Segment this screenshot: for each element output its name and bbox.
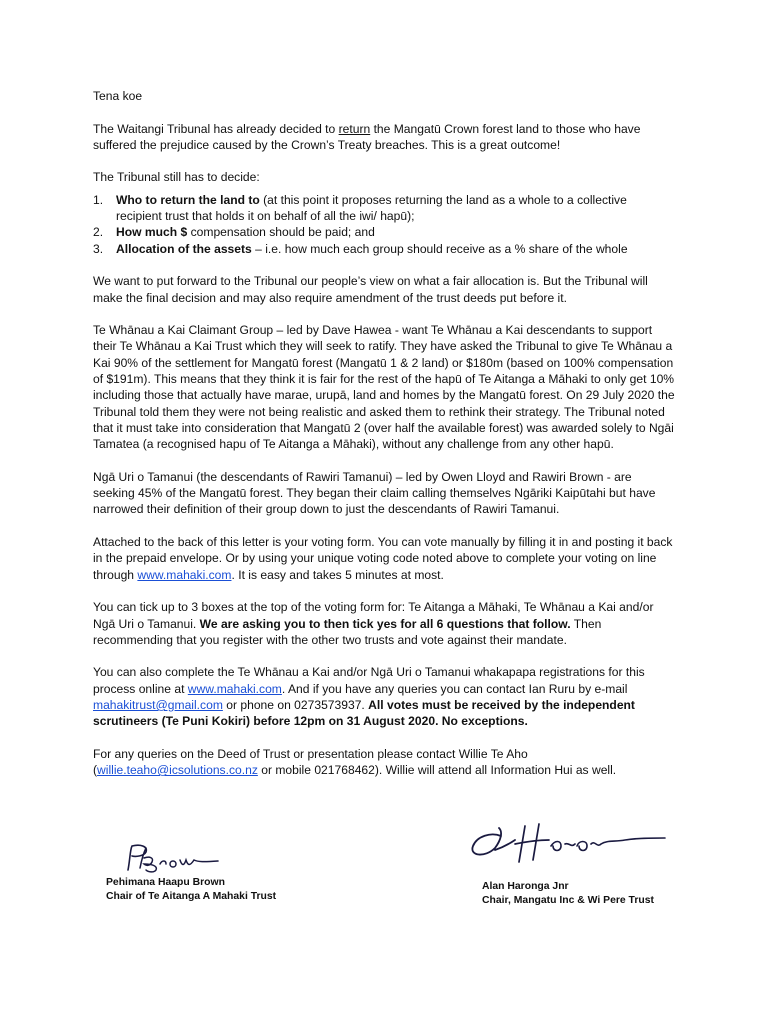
text: . It is easy and takes 5 minutes at most. — [231, 567, 444, 582]
signatory-left — [106, 876, 276, 904]
list-text: (at this point it proposes returning the land as a whole to a collective recipient trust that holds it on behalf of all the iwi/ hapū); — [116, 192, 627, 224]
paragraph-nga-uri: Ngā Uri o Tamanui (the descendants of Rawiri Tamanui) – led by Owen Lloyd and Rawiri Brown - are seeking 45% of the Mangatū forest. They began their claim calling themselves Ngāriki Kaipūtahi but have narrowed their definition of their group down to just the descendants of Rawiri Tamanui. — [93, 469, 656, 517]
paragraph-registrations — [93, 664, 675, 729]
signature-right-icon — [465, 818, 675, 870]
mahaki-link[interactable]: www.mahaki.com — [137, 567, 232, 582]
signatory-right — [482, 880, 654, 908]
text: You can tick up to 3 boxes at the top of the voting form for: Te Aitanga a Māhaki, Te Whānau a Kai and/or Ngā Uri o Tamanui. — [93, 600, 654, 631]
email-link[interactable]: willie.teaho@icsolutions.co.nz — [97, 763, 258, 778]
paragraph-fair-allocation: We want to put forward to the Tribunal our people’s view on what a fair allocation is. But the Tribunal will make the final decision and may also require amendment of the trust deeds put before it. — [93, 274, 648, 305]
text: the Mangatū Crown forest land to those who have suffered the prejudice caused by the Crown’s Treaty breaches. This is a great outcome! — [93, 121, 641, 152]
text: or mobile 021768462). Willie will attend all Information Hui as well. — [257, 763, 617, 778]
underlined-return: return — [338, 121, 371, 136]
list-bold: How much $ — [116, 225, 188, 240]
list-number: 2. — [93, 225, 104, 240]
text: Attached to the back of this letter is your voting form. You can vote manually by filling it in and posting it back in the prepaid envelope. Or by using your unique voting code noted above to complete your voting on line through — [93, 535, 673, 582]
bold-text: We are asking you to then tick yes for all 6 questions that follow. — [199, 616, 571, 631]
signatory-right-name: Alan Haronga Jnr — [482, 881, 569, 892]
paragraph-tick-boxes — [93, 599, 675, 648]
list-text: – i.e. how much each group should receive as a % share of the whole — [251, 241, 628, 256]
bold-deadline: All votes must be received by the independent scrutineers (Te Puni Kokiri) before 12pm on 31 August 2020. No exceptions. — [93, 697, 635, 729]
list-bold: Who to return the land to — [116, 192, 260, 207]
email-link[interactable]: mahakitrust@gmail.com — [93, 697, 223, 712]
signatory-left-title: Chair of Te Aitanga A Mahaki Trust — [106, 891, 277, 902]
mahaki-link[interactable]: www.mahaki.com — [187, 681, 282, 696]
paragraph-still-to-decide: The Tribunal still has to decide: — [93, 170, 260, 185]
signature-left-icon — [118, 840, 238, 880]
text: You can also complete the Te Whānau a Kai and/or Ngā Uri o Tamanui whakapapa registrations for this process online at — [93, 665, 645, 696]
signatory-right-title: Chair, Mangatu Inc & Wi Pere Trust — [482, 895, 654, 906]
paragraph-tribunal-decision — [93, 121, 675, 154]
greeting: Tena koe — [93, 89, 143, 103]
letter-body — [93, 88, 675, 795]
list-number: 1. — [93, 192, 104, 207]
text: Then recommending that you register with the other two trusts and vote against their mandate. — [93, 616, 602, 647]
list-item — [93, 241, 675, 257]
paragraph-whanau-a-kai: Te Whānau a Kai Claimant Group – led by Dave Hawea - want Te Whānau a Kai descendants to support their Te Whānau a Kai Trust which they will seek to ratify. They have asked the Tribunal to give Te Whānau a Kai 90% of the settlement for Mangatū forest (Mangatū 1 & 2 land) or $180m (based on 100% compensation of $191m). This means that they think it is fair for the rest of the hapū of Te Aitanga a Māhaki to only get 10% including those that actually have marae, urupā, land and homes by the Mangatū forest. On 29 July 2020 the Tribunal told them they were not being realistic and asked them to rethink their strategy. The Tribunal noted that it must take into consideration that Mangatū 2 (over half the available forest) was awarded solely to Ngāi Tamatea (a recognised hapu of Te Aitanga a Māhaki), without any challenge from any other hapū. — [93, 323, 675, 452]
paragraph-deed-queries — [93, 746, 675, 779]
text: or phone on 0273573937. — [222, 697, 369, 712]
text: The Waitangi Tribunal has already decided to — [93, 121, 339, 136]
text: . And if you have any queries you can contact Ian Ruru by e-mail — [281, 681, 628, 696]
list-item — [93, 224, 675, 240]
text: For any queries on the Deed of Trust or presentation please contact Willie Te Aho ( — [93, 746, 528, 778]
list-number: 3. — [93, 241, 104, 256]
paragraph-voting-form — [93, 534, 675, 583]
list-text: compensation should be paid; and — [187, 225, 375, 240]
list-item — [93, 192, 675, 225]
signatory-left-name: Pehimana Haapu Brown — [106, 877, 225, 888]
list-bold: Allocation of the assets — [116, 241, 252, 256]
decision-list — [93, 192, 675, 257]
